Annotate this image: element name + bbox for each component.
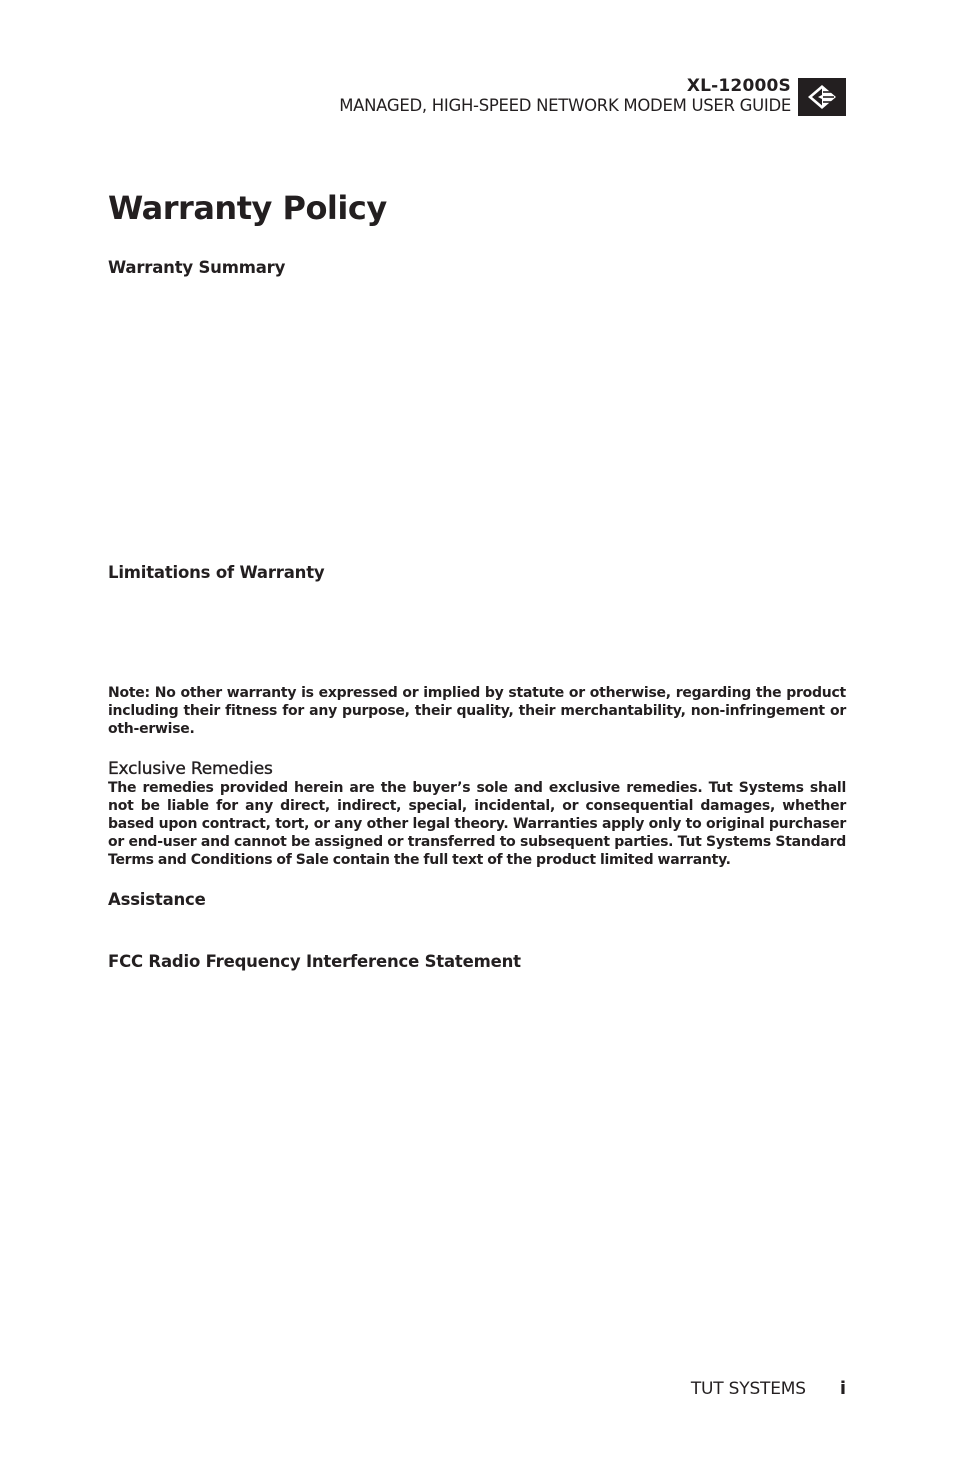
- heading-assistance: Assistance: [108, 890, 206, 909]
- heading-exclusive-remedies: Exclusive Remedies: [108, 759, 273, 779]
- exclusive-remedies-paragraph: The remedies provided herein are the buyer’s sole and exclusive remedies. Tut Systems shall not be liable for any direct, indirect, special, incidental, or consequential damages, whether based upon contract, tort, or any other legal theory. Warranties apply only to original purchaser or end-user and cannot be assigned or transferred to subsequent parties. Tut Systems Standard Terms and Conditions of Sale contain the full text of the product limited warranty.: [108, 780, 846, 868]
- header-model: XL-12000S: [686, 76, 791, 96]
- header-text: [339, 76, 791, 116]
- heading-fcc-statement: FCC Radio Frequency Interference Statement: [108, 952, 521, 971]
- tut-systems-logo-icon: [798, 78, 846, 116]
- note-paragraph: Note: No other warranty is expressed or implied by statute or otherwise, regarding the product including their fitness for any purpose, their quality, their merchantability, non-infringement or oth-erwise.: [108, 685, 846, 737]
- page-header: [339, 76, 846, 116]
- heading-warranty-summary: Warranty Summary: [108, 258, 286, 277]
- page-title: Warranty Policy: [108, 189, 387, 227]
- page-footer: [691, 1378, 846, 1399]
- logo-diamond-icon: [805, 83, 839, 111]
- header-subtitle: MANAGED, HIGH-SPEED NETWORK MODEM USER GUIDE: [339, 96, 791, 115]
- heading-limitations-of-warranty: Limitations of Warranty: [108, 563, 325, 582]
- page-number: i: [839, 1378, 846, 1399]
- footer-company: TUT SYSTEMS: [690, 1379, 806, 1399]
